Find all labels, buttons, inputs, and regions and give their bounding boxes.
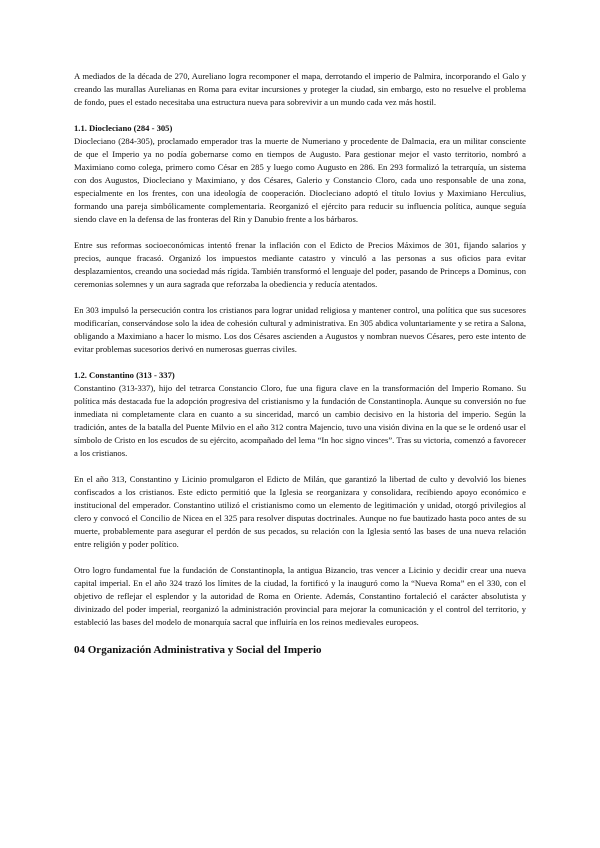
section-paragraph: Diocleciano (284-305), proclamado emperador tras la muerte de Numeriano y procedente de Dalmacia, era un militar consciente de que el Imperio ya no podía gobernarse como en tiempos de Augusto. Para gestionar mejor el vasto territorio, nombró a Maximiano como colega, primero como César en 285 y luego como Augusto en 286. En 293 formalizó la tetrarquía, un sistema con dos Augustos, Diocleciano y Maximiano, y dos Césares, Galerio y Constancio Cloro, cada uno responsable de una zona, especialmente en los frentes, con una ideología de cooperación. Diocleciano adoptó el título Iovius y Maximiano Herculius, formando una pareja simbólicamente complementaria. Reorganizó el ejército para reducir su influencia política, aunque seguía siendo clave en la defensa de las fronteras del Rin y Danubio frente a los bárbaros. xyxy=(74,136,526,224)
chapter-heading: 04 Organización Administrativa y Social del Imperio xyxy=(74,644,322,656)
section-title: 1.1. Diocleciano (284 - 305) xyxy=(74,123,173,133)
intro-paragraph: A mediados de la década de 270, Aureliano logra recomponer el mapa, derrotando el imperio de Palmira, incorporando el Galo y creando las murallas Aurelianas en Roma para evitar incursiones y proteger la ciudad, sin embargo, esto no resuelve el problema de fondo, pues el estado necesitaba una estructura nueva para sobrevivir a un mundo cada vez más hostil. xyxy=(74,71,526,107)
section-title: 1.2. Constantino (313 - 337) xyxy=(74,370,175,380)
document-page xyxy=(74,70,526,658)
section-constantino xyxy=(74,369,526,629)
section-paragraph: En el año 313, Constantino y Licinio promulgaron el Edicto de Milán, que garantizó la libertad de culto y devolvió los bienes confiscados a los cristianos. Este edicto permitió que la Iglesia se reorganizara y consolidara, recibiendo apoyo económico e institucional del emperador. Constantino utilizó el cristianismo como un elemento de legitimación y unidad, otorgó privilegios al clero y convocó el Concilio de Nicea en el 325 para resolver disputas doctrinales. Aunque no fue bautizado hasta poco antes de su muerte, probablemente para asegurar el perdón de sus pecados, su relación con la Iglesia sentó las bases de una nueva relación entre religión y poder político. xyxy=(74,474,526,549)
section-paragraph: Constantino (313-337), hijo del tetrarca Constancio Cloro, fue una figura clave en la transformación del Imperio Romano. Su política más destacada fue la adopción progresiva del cristianismo y la fundación de Constantinopla. Aunque su conversión no fue inmediata ni completamente clara en cuanto a su sinceridad, marcó un cambio decisivo en la historia del imperio. Según la tradición, antes de la batalla del Puente Milvio en el año 312 contra Majencio, tuvo una visión divina en la que se le ordenó usar el símbolo de Cristo en los escudos de su ejército, acompañado del lema “In hoc signo vinces”. Tras su victoria, comenzó a favorecer a los cristianos. xyxy=(74,383,526,458)
section-diocleciano xyxy=(74,122,526,356)
section-paragraph: En 303 impulsó la persecución contra los cristianos para lograr unidad religiosa y mantener control, una política que sus sucesores modificarían, conservándose solo la idea de cohesión cultural y administrativa. En 305 abdica voluntariamente y se retira a Salona, obligando a Maximiano a hacer lo mismo. Los dos Césares ascienden a Augustos y nombran nuevos Césares, pero este intento de evitar problemas sucesorios derivó en numerosas guerras civiles. xyxy=(74,305,526,354)
section-paragraph: Otro logro fundamental fue la fundación de Constantinopla, la antigua Bizancio, tras vencer a Licinio y decidir crear una nueva capital imperial. En el año 324 trazó los límites de la ciudad, la fortificó y la inauguró como la “Nueva Roma” en el 330, con el objetivo de reflejar el esplendor y la autoridad de Roma en Oriente. Además, Constantino fortaleció el carácter absolutista y divinizado del poder imperial, reorganizó la administración provincial para mejorar la comunicación y el control del territorio, y estableció las bases del modelo de monarquía sacral que influiría en los reinos medievales europeos. xyxy=(74,565,526,627)
section-paragraph: Entre sus reformas socioeconómicas intentó frenar la inflación con el Edicto de Precios Máximos de 301, fijando salarios y precios, aunque fracasó. Organizó los impuestos mediante catastro y vinculó a las personas a sus oficios para evitar desplazamientos, creando una sociedad más rígida. También transformó el lenguaje del poder, pasando de Princeps a Dominus, con ceremonias solemnes y un aura sagrada que reforzaba la obediencia y reducía atentados. xyxy=(74,240,526,289)
